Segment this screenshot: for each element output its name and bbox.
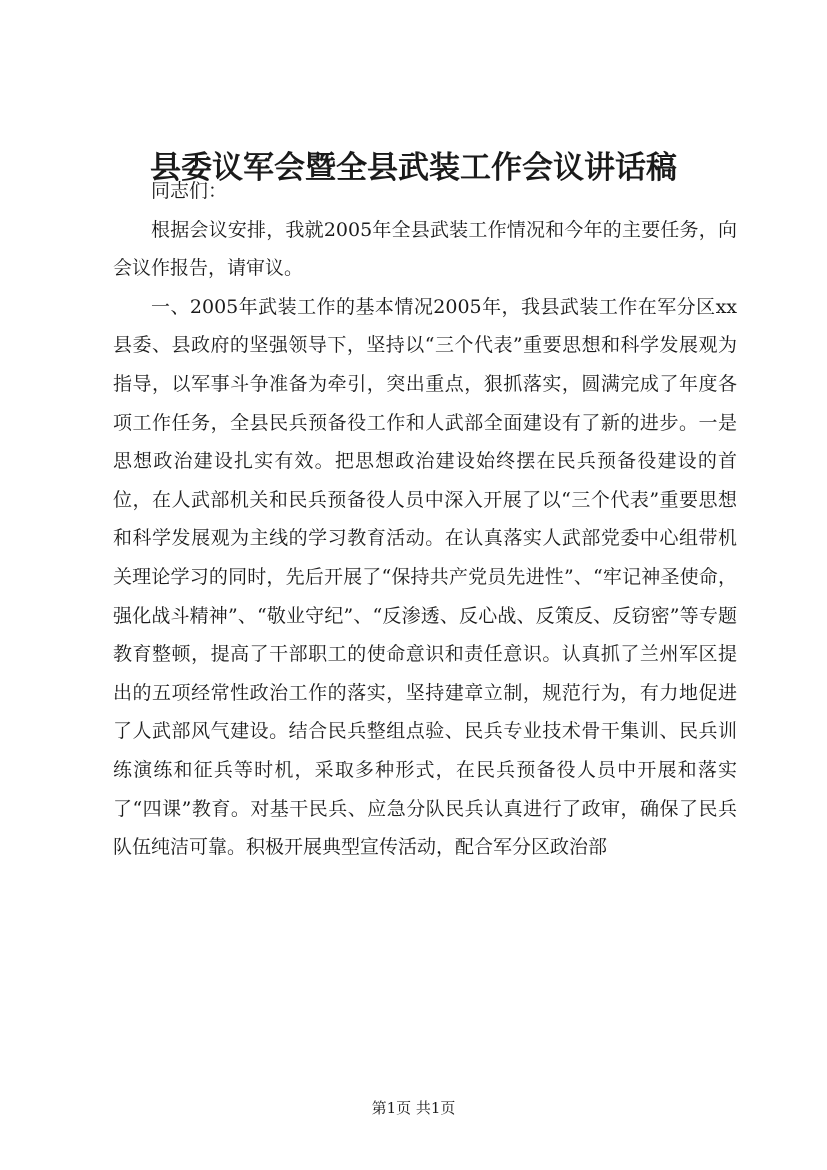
- greeting-line: 同志们：: [151, 180, 228, 202]
- page-footer: 第1页 共1页: [371, 1099, 456, 1117]
- document-body: [113, 172, 737, 867]
- document-title: 县委议军会暨全县武装工作会议讲话稿: [150, 150, 677, 186]
- paragraph-section-one: 一、2005年武装工作的基本情况2005年，我县武装工作在军分区xx县委、县政府的坚强领导下，坚持以“三个代表”重要思想和科学发展观为指导，以军事斗争准备为牵引，突出重点，狠抓落实，圆满完成了年度各项工作任务，全县民兵预备役工作和人武部全面建设有了新的进步。一是思想政治建设扎实有效。把思想政治建设始终摆在民兵预备役建设的首位，在人武部机关和民兵预备役人员中深入开展了以“三个代表”重要思想和科学发展观为主线的学习教育活动。在认真落实人武部党委中心组带机关理论学习的同时，先后开展了“保持共产党员先进性”、“牢记神圣使命，强化战斗精神”、“敬业守纪”、“反渗透、反心战、反策反、反窃密”等专题教育整顿，提高了干部职工的使命意识和责任意识。认真抓了兰州军区提出的五项经常性政治工作的落实，坚持建章立制，规范行为，有力地促进了人武部风气建设。结合民兵整组点验、民兵专业技术骨干集训、民兵训练演练和征兵等时机，采取多种形式，在民兵预备役人员中开展和落实了“四课”教育。对基干民兵、应急分队民兵认真进行了政审，确保了民兵队伍纯洁可靠。积极开展典型宣传活动，配合军分区政治部: [113, 295, 737, 859]
- paragraph-intro: 根据会议安排，我就2005年全县武装工作情况和今年的主要任务，向会议作报告，请审议。: [113, 218, 737, 280]
